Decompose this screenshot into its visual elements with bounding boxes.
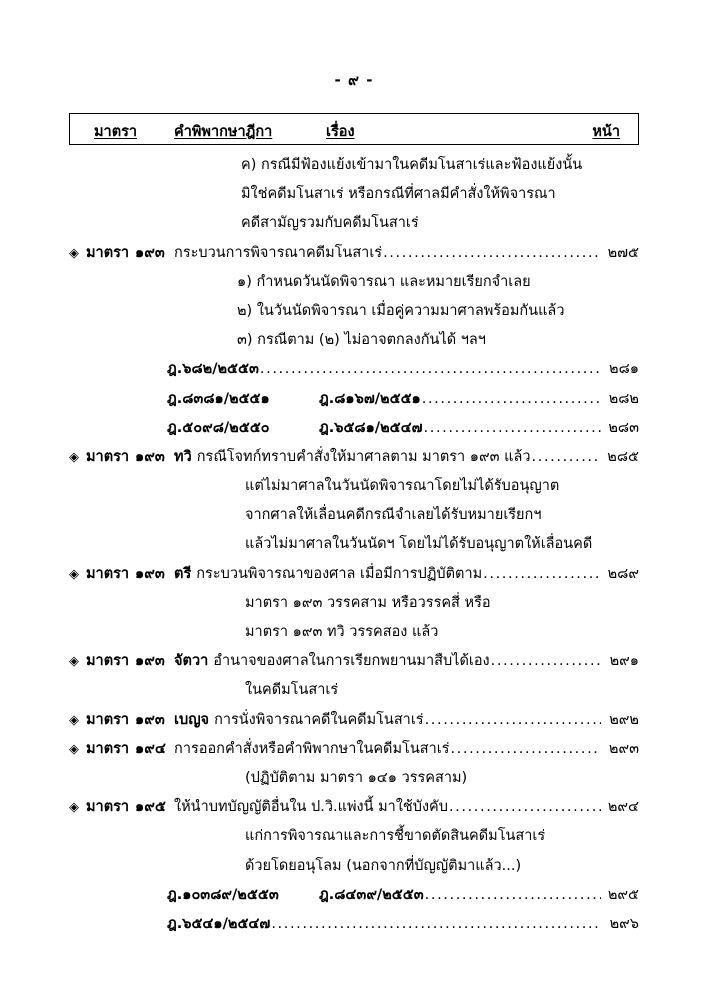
citation-row <box>69 390 639 419</box>
toc-entry-row <box>69 565 639 594</box>
column-header-box <box>69 113 639 145</box>
section-number: ๑๙๔ <box>135 740 166 757</box>
citation-reference: ฎ.๕๐๙๘/๒๕๕๐ <box>167 419 270 436</box>
line-text: มาตรา ๑๙๓ วรรคสาม หรือวรรคสี่ หรือ <box>245 594 491 611</box>
section-suffix: จัตวา <box>174 653 209 670</box>
entry-page-number: ๒๗๕ <box>607 244 639 261</box>
toc-content <box>69 156 639 944</box>
section-suffix: ทวิ <box>174 448 192 465</box>
section-suffix: ตรี <box>174 565 192 582</box>
sub-item-row <box>69 302 639 331</box>
line-text: ค) กรณีมีฟ้องแย้งเข้ามาในคดีมโนสาเร่และฟ้องแย้งนั้น <box>241 157 583 173</box>
entry-page-number: ๒๘๙ <box>607 565 639 582</box>
line-text: ในคดีมโนสาเร่ <box>245 682 339 699</box>
citation-reference: ฎ.๘๑๖๗/๒๕๕๑ <box>319 390 421 407</box>
entry-description: การนั่งพิจารณาคดีในคดีมโนสาเร่ <box>214 711 424 728</box>
column-header-subject: เรื่อง <box>326 124 355 140</box>
entry-page-number: ๒๙๔ <box>607 799 639 816</box>
diamond-bullet-icon: ◈ <box>69 566 79 582</box>
diamond-bullet-icon: ◈ <box>69 741 79 757</box>
sub-item-row <box>69 273 639 302</box>
entry-description: การออกคำสั่งหรือคำพิพากษาในคดีมโนสาเร่ <box>174 740 450 757</box>
line-text: ๑) กำหนดวันนัดพิจารณา และหมายเรียกจำเลย <box>237 273 531 290</box>
continuation-row <box>69 477 639 506</box>
line-text: ด้วยโดยอนุโลม (นอกจากที่บัญญัติมาแล้ว...) <box>245 857 522 874</box>
toc-entry-row <box>69 740 639 769</box>
citation-row <box>69 915 639 944</box>
continuation-row <box>69 594 639 623</box>
line-text: มิใช่คดีมโนสาเร่ หรือกรณีที่ศาลมีคำสั่งให้พิจารณา <box>241 186 556 203</box>
continuation-row <box>69 214 639 243</box>
continuation-row <box>69 681 639 710</box>
section-label: มาตรา <box>86 653 130 670</box>
section-number: ๑๙๕ <box>135 799 166 816</box>
dot-leader <box>532 448 601 467</box>
line-text: คดีสามัญรวมกับคดีมโนสาเร่ <box>241 215 419 232</box>
section-label: มาตรา <box>86 448 130 465</box>
citation-row <box>69 419 639 448</box>
continuation-row <box>69 506 639 535</box>
entry-description: กระบวนการพิจารณาคดีมโนสาเร่ <box>174 244 383 261</box>
toc-entry-row <box>69 798 639 827</box>
line-text: ๒) ในวันนัดพิจารณา เมื่อคู่ความมาศาลพร้อมกันแล้ว <box>237 302 565 319</box>
continuation-row <box>69 185 639 214</box>
section-label: มาตรา <box>86 799 130 816</box>
citation-row <box>69 360 639 389</box>
line-text: มาตรา ๑๙๓ ทวิ วรรคสอง แล้ว <box>245 624 439 640</box>
dot-leader <box>260 360 601 379</box>
column-header-page: หน้า <box>592 124 620 140</box>
section-label: มาตรา <box>86 244 130 261</box>
citation-page-number: ๒๙๖ <box>609 915 639 932</box>
entry-description: กระบวนพิจารณาของศาล เมื่อมีการปฏิบัติตาม <box>196 565 483 582</box>
dot-leader <box>483 565 601 584</box>
toc-entry-row <box>69 244 639 273</box>
citation-reference: ฎ.๖๕๘๑/๒๕๔๗ <box>319 419 423 436</box>
toc-entry-row <box>69 448 639 477</box>
continuation-row <box>69 827 639 856</box>
citation-row <box>69 886 639 915</box>
line-text: ๓) กรณีตาม (๒) ไม่อาจตกลงกันได้ ฯลฯ <box>237 332 486 349</box>
section-label: มาตรา <box>86 711 130 728</box>
dot-leader <box>491 652 601 671</box>
entry-page-number: ๒๙๒ <box>609 711 639 728</box>
entry-page-number: ๒๙๑ <box>609 653 639 670</box>
entry-page-number: ๒๙๓ <box>608 740 639 757</box>
citation-page-number: ๒๘๑ <box>609 361 639 378</box>
citation-reference: ฎ.๖๘๒/๒๕๕๓ <box>167 361 259 378</box>
diamond-bullet-icon: ◈ <box>69 245 79 261</box>
entry-description: อำนาจของศาลในการเรียกพยานมาสืบได้เอง <box>213 653 490 670</box>
dot-leader <box>271 915 601 934</box>
diamond-bullet-icon: ◈ <box>69 449 79 465</box>
diamond-bullet-icon: ◈ <box>69 712 79 728</box>
section-number: ๑๙๓ <box>135 244 165 261</box>
citation-reference: ฎ.๘๔๓๙/๒๕๕๓ <box>319 886 424 903</box>
dot-leader <box>449 798 601 817</box>
section-suffix: เบญจ <box>174 711 210 728</box>
dot-leader <box>425 711 601 730</box>
line-text: แล้วไม่มาศาลในวันนัดฯ โดยไม่ได้รับอนุญาตให้เลื่อนคดี <box>245 536 593 553</box>
citation-reference: ฎ.๘๓๘๑/๒๕๕๑ <box>167 390 270 407</box>
continuation-row <box>69 857 639 886</box>
line-text: แก่การพิจารณาและการชี้ขาดตัดสินคดีมโนสาเร่ <box>245 828 546 845</box>
line-text: จากศาลให้เลื่อนคดีกรณีจำเลยได้รับหมายเรียกฯ <box>245 507 542 524</box>
diamond-bullet-icon: ◈ <box>69 654 79 670</box>
citation-page-number: ๒๙๕ <box>607 886 639 903</box>
citation-page-number: ๒๘๒ <box>608 390 639 407</box>
dot-leader <box>425 886 601 905</box>
section-label: มาตรา <box>86 740 130 757</box>
citation-page-number: ๒๘๓ <box>608 419 639 436</box>
section-label: มาตรา <box>86 565 130 582</box>
citation-reference: ฎ.๑๐๓๘๙/๒๕๕๓ <box>167 886 279 903</box>
section-number: ๑๙๓ <box>135 565 165 582</box>
column-header-ruling: คำพิพากษาฎีกา <box>174 124 273 140</box>
sub-item-row <box>69 331 639 360</box>
continuation-row <box>69 535 639 564</box>
section-number: ๑๙๓ <box>135 448 165 465</box>
dot-leader <box>383 244 601 263</box>
continuation-row <box>69 623 639 652</box>
dot-leader <box>422 390 601 409</box>
section-number: ๑๙๓ <box>135 653 165 670</box>
toc-entry-row <box>69 711 639 740</box>
citation-reference: ฎ.๖๕๔๑/๒๕๔๗ <box>167 915 271 932</box>
dot-leader <box>450 740 601 759</box>
dot-leader <box>424 419 601 438</box>
toc-entry-row <box>69 652 639 681</box>
line-text: แต่ไม่มาศาลในวันนัดพิจารณาโดยไม่ได้รับอนุญาต <box>245 478 560 495</box>
column-header-section: มาตรา <box>94 124 138 140</box>
continuation-row <box>69 769 639 798</box>
section-number: ๑๙๓ <box>135 711 165 728</box>
diamond-bullet-icon: ◈ <box>69 800 79 816</box>
entry-description: กรณีโจทก์ทราบคำสั่งให้มาศาลตาม มาตรา ๑๙๓ แล้ว <box>196 448 531 465</box>
entry-page-number: ๒๘๕ <box>607 448 639 465</box>
continuation-row <box>69 156 639 185</box>
entry-description: ให้นำบทบัญญัติอื่นใน ป.วิ.แพ่งนี้ มาใช้บังคับ <box>174 799 448 816</box>
page-number: - ๙ - <box>334 71 374 89</box>
line-text: (ปฏิบัติตาม มาตรา ๑๔๑ วรรคสาม) <box>245 769 468 786</box>
